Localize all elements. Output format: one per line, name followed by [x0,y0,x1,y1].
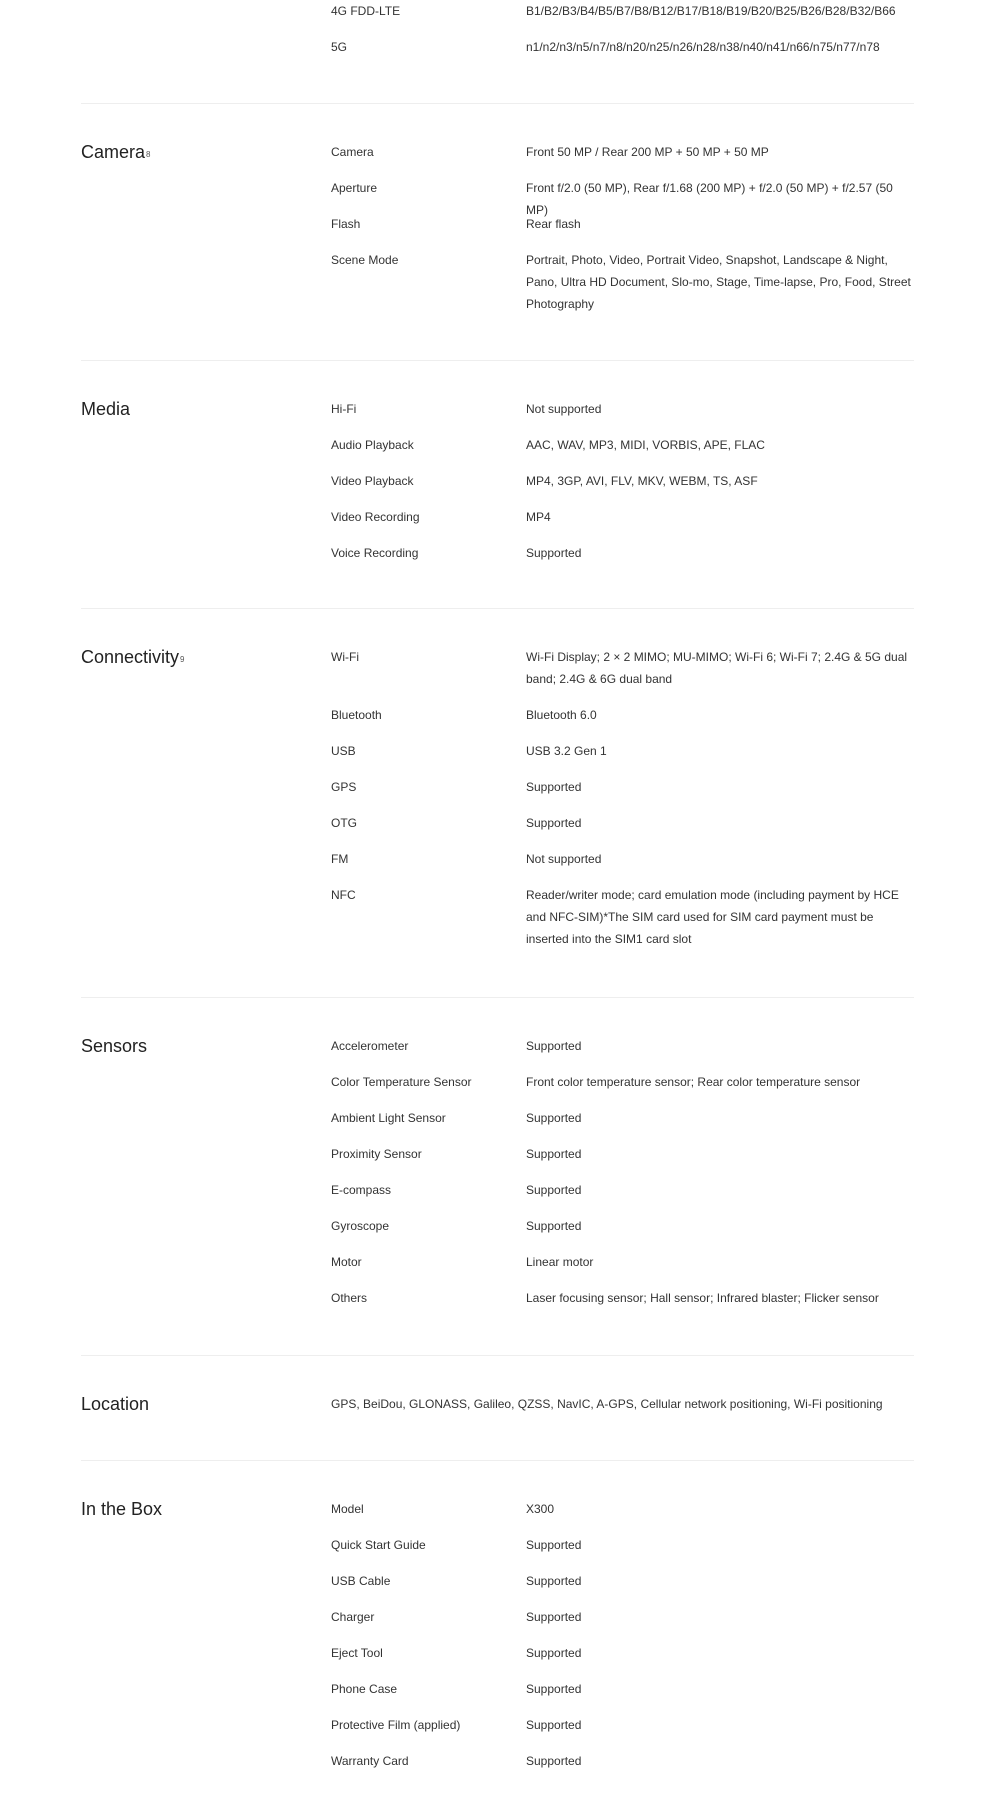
spec-value: Supported [526,1610,582,1624]
spec-label: Proximity Sensor [331,1147,422,1161]
spec-label: 5G [331,40,348,54]
spec-value: Front f/2.0 (50 MP), Rear f/1.68 (200 MP) + f/2.0 (50 MP) + f/2.57 (50 MP) [526,181,893,217]
spec-label: USB Cable [331,1574,391,1588]
spec-value: Supported [526,780,582,794]
spec-value: Supported [526,816,582,830]
spec-label: Flash [331,217,361,231]
footnote-marker: 9 [180,655,185,664]
spec-label: OTG [331,816,357,830]
spec-label: Gyroscope [331,1219,390,1233]
spec-value: Supported [526,1646,582,1660]
spec-label: Video Playback [331,474,414,488]
spec-label: Model [331,1502,364,1516]
spec-value: Wi-Fi Display; 2 × 2 MIMO; MU-MIMO; Wi-Fi 6; Wi-Fi 7; 2.4G & 5G dual band; 2.4G & 6G dual band [526,650,908,686]
spec-value: Portrait, Photo, Video, Portrait Video, Snapshot, Landscape & Night, Pano, Ultra HD Document, Slo-mo, Stage, Time-lapse, Pro, Food, Street Photography [526,253,911,311]
spec-value: Supported [526,1111,582,1125]
spec-value: Rear flash [526,217,581,231]
spec-value: Supported [526,1219,582,1233]
spec-value: Supported [526,1718,582,1732]
section-in-the-box [81,1461,914,1811]
spec-value: Supported [526,546,582,560]
spec-value: Reader/writer mode; card emulation mode (including payment by HCE and NFC-SIM)*The SIM card used for SIM card payment must be inserted into the SIM1 card slot [526,888,899,946]
spec-value: Linear motor [526,1255,594,1269]
section-title-in-the-box: In the Box [81,1499,163,1519]
spec-label: FM [331,852,349,866]
spec-value: Supported [526,1754,582,1768]
section-camera [81,104,914,361]
spec-value: Supported [526,1183,582,1197]
spec-label: Charger [331,1610,375,1624]
spec-label: Others [331,1291,368,1305]
spec-label: Color Temperature Sensor [331,1075,472,1089]
spec-value: X300 [526,1502,555,1516]
spec-label: Warranty Card [331,1754,409,1768]
spec-label: E-compass [331,1183,392,1197]
spec-label: USB [331,744,356,758]
spec-value: Front 50 MP / Rear 200 MP + 50 MP + 50 MP [526,145,769,159]
spec-label: 4G FDD-LTE [331,4,401,18]
section-title-sensors: Sensors [81,1036,148,1056]
spec-value: Supported [526,1682,582,1696]
spec-label: Wi-Fi [331,650,359,664]
spec-label: Scene Mode [331,253,399,267]
spec-value: Supported [526,1147,582,1161]
spec-label: Ambient Light Sensor [331,1111,446,1125]
spec-value: GPS, BeiDou, GLONASS, Galileo, QZSS, NavIC, A-GPS, Cellular network positioning, Wi-Fi positioning [331,1397,883,1411]
spec-label: Motor [331,1255,362,1269]
spec-value: MP4, 3GP, AVI, FLV, MKV, WEBM, TS, ASF [526,474,758,488]
spec-label: Quick Start Guide [331,1538,426,1552]
spec-value: Supported [526,1039,582,1053]
spec-label: Camera [331,145,374,159]
section-media [81,361,914,609]
spec-value: MP4 [526,510,551,524]
spec-value: Supported [526,1574,582,1588]
spec-value: n1/n2/n3/n5/n7/n8/n20/n25/n26/n28/n38/n40/n41/n66/n75/n77/n78 [526,40,880,54]
spec-value: Laser focusing sensor; Hall sensor; Infrared blaster; Flicker sensor [526,1291,879,1305]
section-connectivity [81,609,914,998]
spec-value: AAC, WAV, MP3, MIDI, VORBIS, APE, FLAC [526,438,765,452]
spec-label: Video Recording [331,510,420,524]
spec-value: Supported [526,1538,582,1552]
spec-label: Bluetooth [331,708,382,722]
section-network [81,0,914,104]
footnote-marker: 8 [146,150,151,159]
spec-value: B1/B2/B3/B4/B5/B7/B8/B12/B17/B18/B19/B20/B25/B26/B28/B32/B66 [526,4,896,18]
section-location [81,1356,914,1461]
section-title-media: Media [81,399,131,419]
section-title-connectivity: Connectivity$^9$ [81,647,185,667]
spec-value: Front color temperature sensor; Rear color temperature sensor [526,1075,861,1089]
spec-value: Bluetooth 6.0 [526,708,597,722]
spec-label: Protective Film (applied) [331,1718,461,1732]
spec-value: Not supported [526,852,602,866]
spec-label: GPS [331,780,357,794]
section-title-camera: Camera$^8$ [81,142,151,162]
spec-label: Audio Playback [331,438,414,452]
spec-label: Hi-Fi [331,402,357,416]
spec-label: Accelerometer [331,1039,409,1053]
spec-label: Aperture [331,181,378,195]
spec-label: Phone Case [331,1682,398,1696]
spec-label: Voice Recording [331,546,419,560]
section-title-location: Location [81,1394,150,1414]
section-sensors [81,998,914,1356]
specs-table [81,0,914,1811]
spec-label: NFC [331,888,356,902]
spec-value: Not supported [526,402,602,416]
spec-value: USB 3.2 Gen 1 [526,744,607,758]
spec-label: Eject Tool [331,1646,383,1660]
